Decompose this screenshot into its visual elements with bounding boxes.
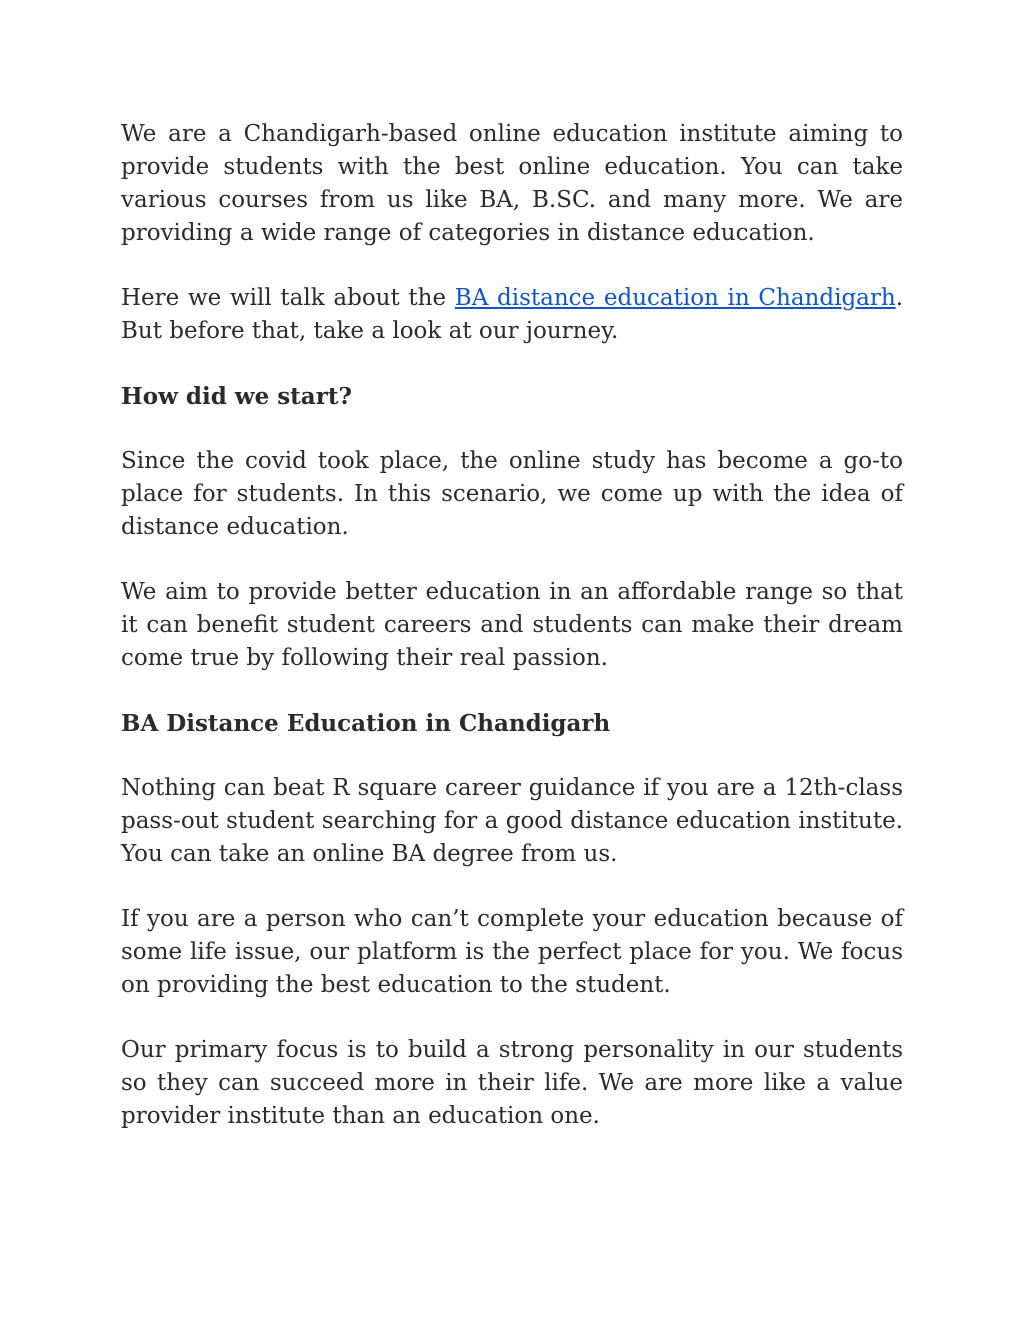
aim-paragraph: We aim to provide better education in an affordable range so that it can benefit student careers and students can make their dream come true by following their real passion. bbox=[121, 579, 903, 671]
platform-paragraph: If you are a person who can’t complete your education because of some life issue, our platform is the perfect place for you. We focus on providing the best education to the student. bbox=[121, 906, 903, 998]
journey-text-after: . But before that, take a look at our journey. bbox=[121, 285, 903, 344]
ba-distance-education-heading: BA Distance Education in Chandigarh bbox=[121, 710, 611, 737]
focus-paragraph: Our primary focus is to build a strong personality in our students so they can succeed more in their life. We are more like a value provider institute than an education one. bbox=[121, 1037, 903, 1129]
journey-text-before: Here we will talk about the bbox=[121, 285, 455, 311]
covid-paragraph: Since the covid took place, the online study has become a go-to place for students. In this scenario, we come up with the idea of distance education. bbox=[121, 448, 903, 540]
journey-paragraph bbox=[121, 282, 903, 348]
guidance-paragraph: Nothing can beat R square career guidance if you are a 12th-class pass-out student searching for a good distance education institute. You can take an online BA degree from us. bbox=[121, 775, 903, 867]
document-body bbox=[121, 118, 903, 1165]
how-did-we-start-heading: How did we start? bbox=[121, 383, 352, 410]
ba-distance-education-link[interactable]: BA distance education in Chandigarh bbox=[454, 285, 896, 311]
intro-paragraph: We are a Chandigarh-based online education institute aiming to provide students with the best online education. You can take various courses from us like BA, B.SC. and many more. We are providing a wide range of categories in distance education. bbox=[121, 121, 903, 246]
